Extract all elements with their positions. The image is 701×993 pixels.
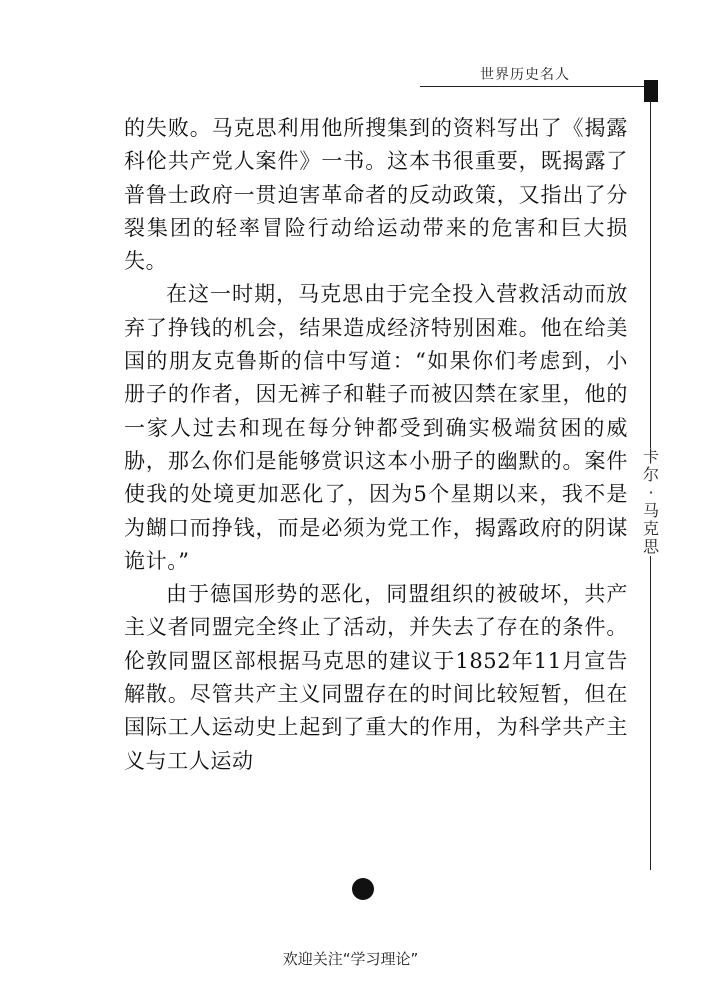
- page-marker-dot-icon: [352, 878, 374, 900]
- paragraph-2: 在这一时期，马克思由于完全投入营救活动而放弃了挣钱的机会，结果造成经济特别困难。他在给美国的朋友克鲁斯的信中写道：“如果你们考虑到，小册子的作者，因无裤子和鞋子而被囚禁在家里，他的一家人过去和现在每分钟都受到确实极端贫困的威胁，那么你们是能够赏识这本小册子的幽默的。案件使我的处境更加恶化了，因为5个星期以来，我不是为餬口而挣钱，而是必须为党工作，揭露政府的阴谋诡计。”: [124, 282, 628, 573]
- body-text: [124, 112, 628, 778]
- header-corner-block: [644, 80, 658, 102]
- header-rule: [420, 86, 652, 87]
- side-tab-char: 尔: [642, 465, 659, 484]
- paragraph-1: 的失败。马克思利用他所搜集到的资料写出了《揭露科伦共产党人案件》一书。这本书很重要，既揭露了普鲁士政府一贯迫害革命者的反动政策，又指出了分裂集团的轻率冒险行动给运动带来的危害和巨大损失。: [124, 116, 628, 274]
- side-tab-char: ·: [648, 483, 654, 502]
- running-header-title: 世界历史名人: [480, 67, 570, 83]
- side-tab-char: 思: [642, 537, 659, 556]
- side-tab-char: 卡: [642, 447, 659, 466]
- side-tab-person-name: [636, 448, 666, 556]
- side-tab-char: 马: [642, 501, 659, 520]
- side-tab-char: 克: [642, 519, 659, 538]
- paragraph-3: 由于德国形势的恶化，同盟组织的被破坏，共产主义者同盟完全终止了活动，并失去了存在的条件。伦敦同盟区部根据马克思的建议于1852年11月宣告解散。尽管共产主义同盟存在的时间比较短暂，但在国际工人运动史上起到了重大的作用，为科学共产主义与工人运动: [124, 582, 628, 773]
- footer-note: 欢迎关注“学习理论”: [282, 950, 419, 968]
